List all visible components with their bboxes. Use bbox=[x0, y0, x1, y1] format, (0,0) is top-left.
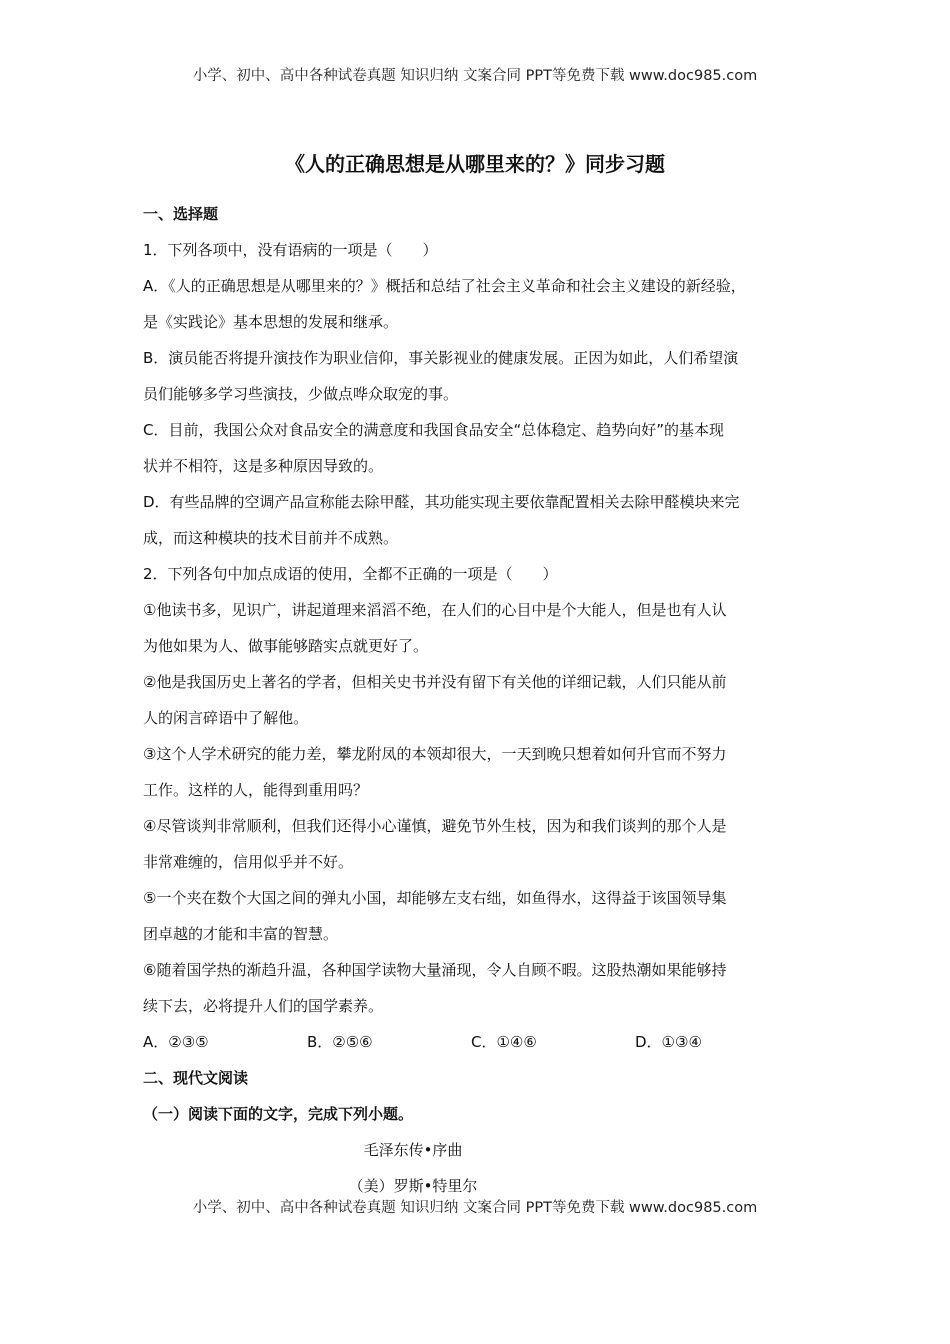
idiom-char: 不 bbox=[396, 601, 412, 619]
idiom-char: 言 bbox=[188, 709, 204, 727]
sentence-text: 中了解他。 bbox=[233, 709, 309, 727]
idiom-char: 语 bbox=[218, 709, 234, 727]
sentence-text: ，如鱼得水，这得益于该国领导集 bbox=[501, 889, 727, 907]
section-heading-choice: 一、选择题 bbox=[143, 205, 219, 223]
idiom-char: 闲 bbox=[173, 709, 189, 727]
q2-sentence-3-cont: 工作。这样的人，能得到重用吗？ bbox=[143, 781, 369, 799]
idiom-char: 滔 bbox=[381, 601, 397, 619]
q1-option-a-line2: 是《实践论》基本思想的发展和继承。 bbox=[143, 313, 399, 331]
q2-sentence-2-cont bbox=[143, 700, 823, 736]
q2-sentence-5-cont: 团卓越的才能和丰富的智慧。 bbox=[143, 925, 339, 943]
sentence-text: 。这股热潮如果能够持 bbox=[576, 961, 727, 979]
section-heading-reading: 二、现代文阅读 bbox=[143, 1069, 249, 1087]
dotted-idiom bbox=[471, 817, 531, 835]
document-body bbox=[143, 196, 823, 1204]
idiom-char: 支 bbox=[456, 889, 472, 907]
idiom-char: 节 bbox=[471, 817, 487, 835]
q2-sentence-2: ②他是我国历史上著名的学者，但相关史书并没有留下有关他的详细记载，人们只能从前 bbox=[143, 673, 727, 691]
dotted-idiom bbox=[336, 745, 396, 763]
sentence-text: ①他读书多，见识广，讲起道理来 bbox=[143, 601, 367, 619]
q2-sentence-1-cont: 为他如果为人、做事能够踏实点就更好了。 bbox=[143, 637, 429, 655]
q1-option-c-line2: 状并不相符，这是多种原因导致的。 bbox=[143, 457, 384, 475]
sentence-text: 的本领却很大，一天到晚只想着如何升官而不努力 bbox=[396, 745, 727, 763]
q1-option-d-line1: D．有些品牌的空调产品宣称能去除甲醛，其功能实现主要依靠配置相关去除甲醛模块来完 bbox=[143, 493, 740, 511]
q1-option-d-line2: 成，而这种模块的技术目前并不成熟。 bbox=[143, 529, 399, 547]
q2-sentence-1 bbox=[143, 592, 823, 628]
q2-option-a: A．②③⑤ bbox=[143, 1033, 209, 1051]
q2-options bbox=[143, 1024, 823, 1060]
idiom-char: 左 bbox=[441, 889, 457, 907]
sentence-text: ，在人们的心目中是个大能人，但是也有人认 bbox=[426, 601, 727, 619]
idiom-char: 碎 bbox=[203, 709, 219, 727]
idiom-char: 不 bbox=[546, 961, 562, 979]
q1-option-b-line2: 员们能够多学习些演技，少做点哗众取宠的事。 bbox=[143, 385, 459, 403]
page-footer: 小学、初中、高中各种试卷真题 知识归纳 文案合同 PPT等免费下载 www.doc985.com bbox=[192, 1200, 758, 1216]
idiom-char: 附 bbox=[366, 745, 382, 763]
q2-sentence-6 bbox=[143, 952, 823, 988]
q2-sentence-4 bbox=[143, 808, 823, 844]
idiom-char: 暇 bbox=[561, 961, 577, 979]
q2-option-d: D．①③④ bbox=[635, 1033, 702, 1051]
q2-option-c: C．①④⑥ bbox=[471, 1033, 537, 1051]
q2-sentence-4-cont: 非常难缠的，信用似乎并不好。 bbox=[143, 853, 354, 871]
passage-author: （美）罗斯•特里尔 bbox=[348, 1177, 478, 1195]
q1-option-a-line1: A．《人的正确思想是从哪里来的？》概括和总结了社会主义革命和社会主义建设的新经验， bbox=[143, 277, 746, 295]
q2-sentence-5 bbox=[143, 880, 823, 916]
q1-option-c-line1: C．目前，我国公众对食品安全的满意度和我国食品安全“总体稳定、趋势向好”的基本现 bbox=[143, 421, 725, 439]
dotted-idiom bbox=[516, 961, 576, 979]
subsection-heading: （一）阅读下面的文字，完成下列小题。 bbox=[143, 1105, 414, 1123]
idiom-char: 生 bbox=[501, 817, 517, 835]
sentence-text: ④尽管谈判非常顺利，但我们还得小心谨慎，避免 bbox=[143, 817, 472, 835]
document-title: 《人的正确思想是从哪里来的？》同步习题 bbox=[285, 152, 665, 176]
sentence-text: 人的 bbox=[143, 709, 174, 727]
idiom-char: 外 bbox=[486, 817, 502, 835]
dotted-idiom bbox=[366, 601, 426, 619]
question-1-stem: 1．下列各项中，没有语病的一项是（ ） bbox=[143, 241, 438, 259]
idiom-char: 攀 bbox=[336, 745, 352, 763]
dotted-idiom bbox=[173, 709, 233, 727]
idiom-char: 枝 bbox=[516, 817, 532, 835]
passage-title: 毛泽东传•序曲 bbox=[363, 1141, 463, 1159]
sentence-text: ⑤一个夹在数个大国之间的弹丸小国，却能够 bbox=[143, 889, 442, 907]
sentence-text: ③这个人学术研究的能力差， bbox=[143, 745, 337, 763]
sentence-text: ，因为和我们谈判的那个人是 bbox=[531, 817, 727, 835]
idiom-char: 右 bbox=[471, 889, 487, 907]
idiom-char: 绝 bbox=[411, 601, 427, 619]
idiom-char: 顾 bbox=[531, 961, 547, 979]
idiom-char: 自 bbox=[516, 961, 532, 979]
idiom-char: 龙 bbox=[351, 745, 367, 763]
sentence-text: ⑥随着国学热的渐趋升温，各种国学读物大量涌现，令人 bbox=[143, 961, 517, 979]
dotted-idiom bbox=[441, 889, 501, 907]
q2-sentence-6-cont: 续下去，必将提升人们的国学素养。 bbox=[143, 997, 384, 1015]
idiom-char: 凤 bbox=[381, 745, 397, 763]
q2-option-b: B．②⑤⑥ bbox=[307, 1033, 373, 1051]
question-2-stem: 2．下列各句中加点成语的使用，全都不正确的一项是（ ） bbox=[143, 565, 558, 583]
q1-option-b-line1: B．演员能否将提升演技作为职业信仰，事关影视业的健康发展。正因为如此，人们希望演 bbox=[143, 349, 739, 367]
idiom-char: 滔 bbox=[366, 601, 382, 619]
page-header: 小学、初中、高中各种试卷真题 知识归纳 文案合同 PPT等免费下载 www.doc985.com bbox=[192, 68, 758, 84]
idiom-char: 绌 bbox=[486, 889, 502, 907]
q2-sentence-3 bbox=[143, 736, 823, 772]
